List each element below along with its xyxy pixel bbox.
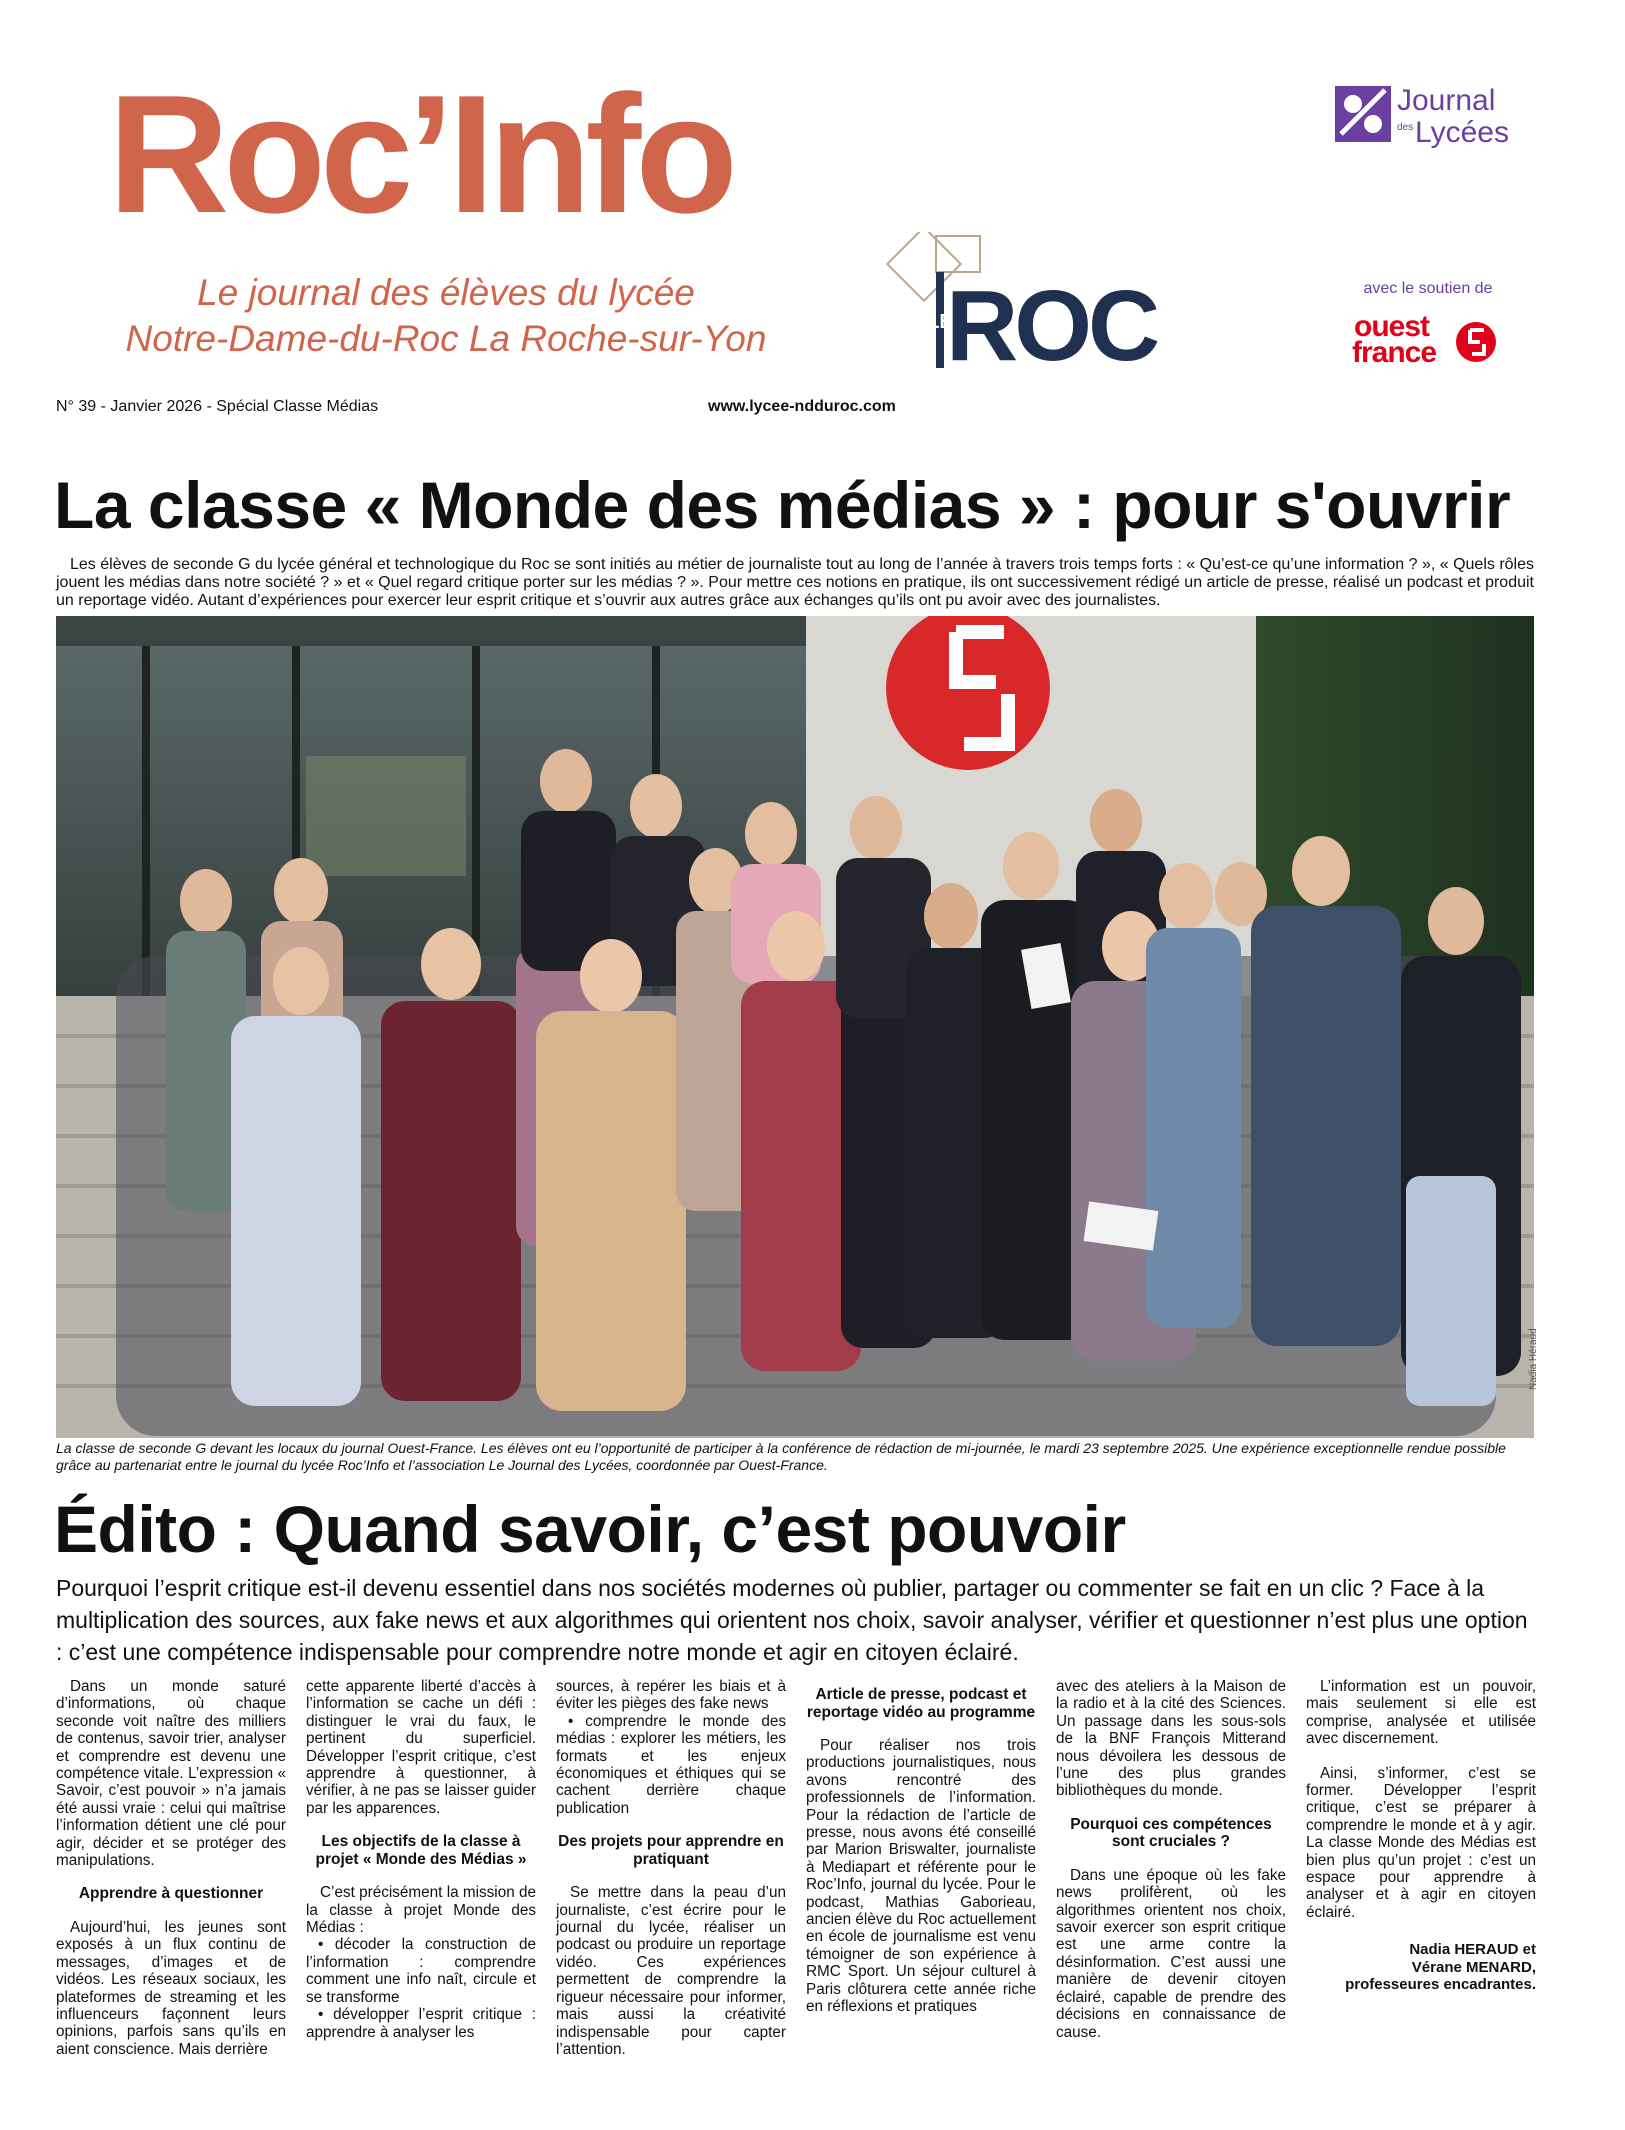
of-logo-line2: france <box>1352 336 1437 368</box>
subheading: Les objectifs de la classe à projet « Monde des Médias » <box>315 1833 527 1868</box>
paragraph: L’information est un pouvoir, mais seulement si elle est comprise, analysée et utilisée avec discernement. <box>1306 1678 1536 1748</box>
paragraph: avec des ateliers à la Maison de la radio et à la cité des Sciences. Un passage dans les sous-sols de la BNF François Mitterand nous dévoilera les dessous de l’une des plus grandes bibliothèques du monde. <box>1056 1678 1286 1800</box>
bullet-item: • développer l’esprit critique : apprendre à analyser les <box>306 2006 536 2041</box>
website-link[interactable]: www.lycee-ndduroc.com <box>708 398 896 415</box>
subheading: Article de presse, podcast et reportage vidéo au programme <box>806 1686 1036 1721</box>
subheading: Pourquoi ces compétences sont cruciales ? <box>1070 1815 1272 1851</box>
class-group-photo <box>56 616 1534 1438</box>
column-4 <box>806 1678 1036 2098</box>
paragraph: C’est précisément la mission de la classe à projet Monde des Médias : <box>306 1884 536 1937</box>
masthead-title: Roc’Info <box>108 60 732 248</box>
paragraph: Pour réaliser nos trois productions journalistiques, nous avons rencontré des professionnels de l’information. Pour la rédaction de l’article de presse, nous avons été conseillé par Marion Briswalter, journaliste à Mediapart et référente pour le Roc’Info, journal du lycée. Pour le podcast, Mathias Gaborieau, ancien élève du Roc actuellement en école de journalisme est venu témoigner de son expérience à RMC Sport. Un séjour culturel à Paris clôturera cette année riche en réflexions et pratiques <box>806 1737 1036 2016</box>
roc-logo-big-text: ROC <box>946 270 1157 372</box>
masthead-subtitle-line2: Notre-Dame-du-Roc La Roche-sur-Yon <box>125 318 767 359</box>
signature-line: Vérane MENARD, <box>1411 1958 1536 1976</box>
column-3 <box>556 1678 786 2098</box>
bullet-item: • décoder la construction de l’information : comprendre comment une info naît, circule et se transforme <box>306 1936 536 2006</box>
signature <box>1306 1941 1536 1994</box>
subheading: Apprendre à questionner <box>78 1885 264 1903</box>
support-label: avec le soutien de <box>1363 280 1493 297</box>
of-logo-line1: ouest <box>1354 310 1430 343</box>
column-6 <box>1306 1678 1536 2098</box>
issue-info: N° 39 - Janvier 2026 - Spécial Classe Médias <box>56 398 379 415</box>
jdl-logo-line1: Journal <box>1397 84 1496 117</box>
roc-logo-small-text: LE <box>927 311 953 333</box>
journal-des-lycees-logo <box>1335 78 1525 154</box>
photo-caption: La classe de seconde G devant les locaux du journal Ouest-France. Les élèves ont eu l’opportunité de participer à la conférence de rédaction de mi-journée, le mardi 23 septembre 2025. Une expérience exceptionnelle rendue possible grâce au partenariat entre le journal du lycée Roc’Info et l’association Le Journal des Lycées, coordonnée par Ouest-France. <box>56 1440 1506 1473</box>
jdl-logo-line2: Lycées <box>1415 116 1509 149</box>
column-1 <box>56 1678 286 2098</box>
paragraph: Dans un monde saturé d’informations, où chaque seconde voit naître des milliers de contenus, savoir trier, analyser et comprendre est devenu une compétence vitale. L’expression « Savoir, c’est pouvoir » n’a jamais été aussi vraie : celui qui maîtrise l’information détient une clé pour agir, décider et se protéger des manipulations. <box>56 1678 286 1870</box>
edito-headline: Édito : Quand savoir, c’est pouvoir <box>54 1492 1126 1566</box>
photo-credit: Nadia Héraud <box>1528 1328 1539 1390</box>
bullet-item: • comprendre le monde des médias : explorer les métiers, les formats et les enjeux économiques et éthiques qui se cachent derrière chaque publication <box>556 1713 786 1817</box>
signature-line: professeures encadrantes. <box>1345 1976 1536 1994</box>
edito-columns <box>56 1678 1536 2098</box>
paragraph: Dans une époque où les fake news prolifèrent, où les algorithmes orientent nos choix, savoir exercer son esprit critique est une arme contre la désinformation. C’est aussi une manière de devenir citoyen éclairé, capable de prendre des décisions en connaissance de cause. <box>1056 1866 1286 2041</box>
paragraph: cette apparente liberté d’accès à l’information se cache un défi : distinguer le vrai du faux, le pertinent du superficiel. Développer l’esprit critique, c’est apprendre à questionner, à vérifier, à ne pas se laisser guider par les apparences. <box>306 1678 536 1817</box>
intro-paragraph: Les élèves de seconde G du lycée général et technologique du Roc se sont initiés au métier de journaliste tout au long de l’année à travers trois temps forts : « Qu’est-ce qu’une information ? », « Quels rôles jouent les médias dans notre société ? » et « Quel regard critique porter sur les médias ? ». Pour mettre ces notions en pratique, ils ont successivement rédigé un article de presse, réalisé un podcast et produit un reportage vidéo. Autant d’expériences pour exercer leur esprit critique et s’ouvrir aux autres grâce aux échanges qu’ils ont pu avoir avec des journalistes. <box>56 556 1534 609</box>
subheading: Des projets pour apprendre en pratiquant <box>558 1833 784 1868</box>
masthead-subtitle <box>96 270 796 362</box>
edito-chapo: Pourquoi l’esprit critique est-il devenu essentiel dans nos sociétés modernes où publier, partager ou commenter se fait en un clic ? Face à la multiplication des sources, aux fake news et aux algorithmes qui orientent nos choix, savoir analyser, vérifier et questionner n’est plus une option : c’est une compétence indispensable pour comprendre notre monde et agir en citoyen éclairé. <box>56 1575 1528 1665</box>
le-roc-logo <box>880 232 1160 372</box>
paragraph: Se mettre dans la peau d’un journaliste, c’est écrire pour le journal du lycée, réaliser un podcast ou produire un reportage vidéo. Ces expériences permettent de comprendre la rigueur nécessaire pour informer, mais aussi la créativité indispensable pour capter l’attention. <box>556 1884 786 2058</box>
column-2 <box>306 1678 536 2098</box>
paragraph: Aujourd’hui, les jeunes sont exposés à un flux continu de messages, d’images et de vidéos. Les réseaux sociaux, les plateformes de streaming et les influenceurs façonnent leurs opinions, parfois sans qu’ils en aient conscience. Mais derrière <box>56 1918 286 2058</box>
ouest-france-logo <box>1352 308 1502 368</box>
jdl-logo-des: des <box>1397 122 1414 133</box>
column-5 <box>1056 1678 1286 2098</box>
masthead-subtitle-line1: Le journal des élèves du lycée <box>197 272 695 313</box>
main-headline: La classe « Monde des médias » : pour s'ouvrir <box>54 468 1511 542</box>
paragraph: sources, à repérer les biais et à éviter les pièges des fake news <box>556 1678 786 1713</box>
paragraph: Ainsi, s’informer, c’est se former. Développer l’esprit critique, c’est se préparer à comprendre le monde et à y agir. La classe Monde des Médias est bien plus qu’un projet : c’est un espace pour apprendre à analyser et à agir en citoyen éclairé. <box>1306 1764 1536 1921</box>
signature-line: Nadia HERAUD et <box>1409 1941 1536 1959</box>
